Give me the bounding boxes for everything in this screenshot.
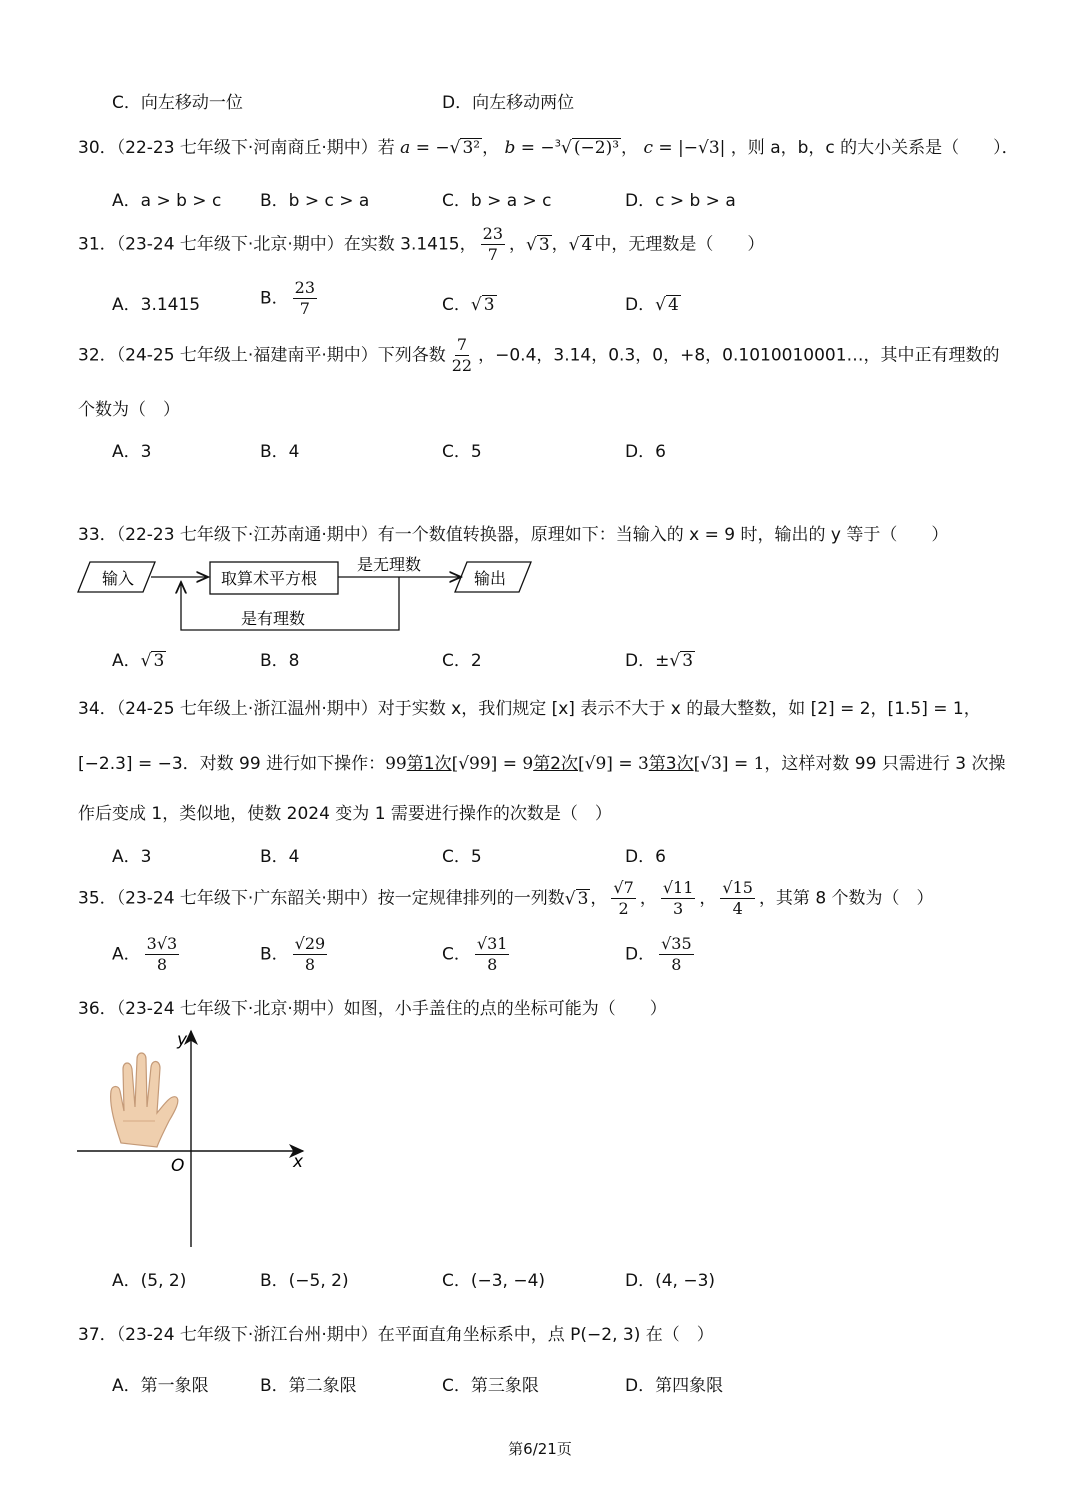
q30-b-lhs: b = −	[504, 138, 555, 158]
q30-c-abs: −√3	[683, 138, 720, 158]
q37-option-d: D．第四象限	[625, 1376, 724, 1396]
q30-a-radicand: 3²	[462, 138, 481, 158]
q32-fraction: $\frac{7}{22}$	[451, 335, 473, 375]
q34-option-b: B．4	[260, 847, 300, 867]
q30-option-b: B．b > c > a	[260, 191, 370, 211]
q36-coordinate-figure	[75, 1025, 315, 1250]
q36-option-b: B．(−5, 2)	[260, 1271, 349, 1291]
q35-option-a: A． $\frac{3√3}{8}$	[112, 934, 178, 974]
q36-option-c: C．(−3, −4)	[442, 1271, 546, 1291]
q36-option-d: D．(4, −3)	[625, 1271, 716, 1291]
q30-stem: 30．（22-23 七年级下·河南商丘·期中）若 a = − √ 3² ， b = −$^3$ √ (−2)³ ， c = |−√3| ，则 a，b，c 的大小关系是（ ）．	[78, 138, 1019, 158]
q34-option-c: C．5	[442, 847, 482, 867]
q32-line2: 个数为（ ）	[78, 400, 180, 420]
x-axis-label: x	[293, 1152, 304, 1172]
q31-sqrt3: √ 3	[526, 234, 550, 255]
q29-option-d: D．向左移动两位	[442, 93, 575, 113]
irrational-label: 是无理数	[357, 555, 422, 574]
q30-option-a: A．a > b > c	[112, 191, 222, 211]
q34-line3: 作后变成 1，类似地，使数 2024 变为 1 需要进行操作的次数是（ ）	[78, 804, 612, 824]
q34-step2: 第2次	[533, 754, 579, 774]
q37-option-c: C．第三象限	[442, 1376, 539, 1396]
q35-stem: 35．（23-24 七年级下·广东韶关·期中）按一定规律排列的一列数 √ 3 ， $\frac{√7}{2}$ ， $\frac{√11}{3}$ ， $\frac{√15}{4}$ ，其第 8 个数为（ ）	[78, 878, 934, 918]
q35-option-b: B． $\frac{√29}{8}$	[260, 934, 326, 974]
hand-image	[111, 1053, 178, 1147]
q34-line2: [−2.3] = −3．对数 99 进行如下操作：99第1次[√99] = 9第2次[√9] = 3第3次[√3] = 1，这样对数 99 只需进行 3 次操	[78, 754, 1006, 774]
process-label: 取算术平方根	[221, 569, 318, 588]
q36-stem: 36．（23-24 七年级下·北京·期中）如图，小手盖住的点的坐标可能为（ ）	[78, 999, 667, 1019]
q33-option-a: A． √ 3	[112, 651, 165, 671]
q33-option-d: D．± √ 3	[625, 651, 694, 671]
q31-option-c: C． √ 3	[442, 295, 495, 315]
q33-option-b: B．8	[260, 651, 300, 671]
q32-stem	[78, 335, 1000, 376]
q30-suffix: ，则 a，b，c 的大小关系是（ ）．	[730, 138, 1019, 158]
q33-stem: 33．（22-23 七年级下·江苏南通·期中）有一个数值转换器，原理如下：当输入的 x = 9 时，输出的 y 等于（ ）	[78, 525, 949, 545]
q31-sqrt4: √ 4	[568, 234, 593, 255]
q34-line2a: [−2.3] = −3．对数 99 进行如下操作：	[78, 754, 386, 774]
q33-option-c: C．2	[442, 651, 482, 671]
q34-line2b: ，这样对数 99 只需进行 3 次操	[764, 754, 1006, 774]
q34-step1: 第1次	[406, 754, 452, 774]
q35-option-c: C． $\frac{√31}{8}$	[442, 934, 508, 974]
q37-stem: 37．（23-24 七年级下·浙江台州·期中）在平面直角坐标系中，点 P(−2, 3) 在（ ）	[78, 1325, 714, 1345]
q31-fraction: $\frac{23}{7}$	[482, 224, 503, 264]
q31-stem: 31．（23-24 七年级下·北京·期中）在实数 3.1415， $\frac{23}{7}$ ， √ 3 ， √ 4 中，无理数是（ ）	[78, 224, 765, 264]
q30-prefix: 30．（22-23 七年级下·河南商丘·期中）若	[78, 138, 395, 158]
q34-option-d: D．6	[625, 847, 666, 867]
q30-c-lhs: c =	[643, 138, 679, 158]
q30-option-c: C．b > a > c	[442, 191, 552, 211]
q33-flow-diagram	[75, 548, 545, 634]
origin-label: O	[171, 1156, 185, 1176]
q32-option-c: C．5	[442, 442, 482, 462]
q31-suffix: 中，无理数是（ ）	[594, 234, 765, 255]
q35-suffix: ，其第 8 个数为（ ）	[758, 888, 934, 909]
q32-prefix: 32．（24-25 七年级上·福建南平·期中）下列各数	[78, 345, 446, 366]
q32-option-a: A．3	[112, 442, 152, 462]
q34-option-a: A．3	[112, 847, 152, 867]
q31-option-a: A．3.1415	[112, 295, 201, 315]
page-number: 第6/21页	[508, 1440, 572, 1458]
q32-list: ，−0.4，3.14，0.3，0，+8，0.1010010001…，其中正有理数的	[478, 345, 1000, 366]
q32-option-d: D．6	[625, 442, 666, 462]
q34-line1: 34．（24-25 七年级上·浙江温州·期中）对于实数 x，我们规定 [x] 表示不大于 x 的最大整数，如 [2] = 2，[1.5] = 1，	[78, 699, 981, 719]
q29-option-c: C．向左移动一位	[112, 93, 243, 113]
q35-option-d: D． $\frac{√35}{8}$	[625, 934, 692, 974]
y-axis-label: y	[177, 1030, 188, 1050]
q30-a-lhs: a = −	[400, 138, 450, 158]
q37-option-b: B．第二象限	[260, 1376, 357, 1396]
q31-option-b: B． $\frac{23}{7}$	[260, 278, 316, 318]
q30-b-sqrt: √ (−2)³	[561, 138, 620, 158]
q35-prefix: 35．（23-24 七年级下·广东韶关·期中）按一定规律排列的一列数	[78, 888, 565, 909]
input-label: 输入	[102, 569, 135, 588]
output-label: 输出	[474, 569, 507, 588]
q37-option-a: A．第一象限	[112, 1376, 209, 1396]
q36-option-a: A．(5, 2)	[112, 1271, 187, 1291]
q30-option-d: D．c > b > a	[625, 191, 736, 211]
q34-step3: 第3次	[648, 754, 694, 774]
q30-a-sqrt: √ 3²	[449, 138, 481, 158]
q30-b-root-index: 3	[554, 138, 562, 150]
q30-b-radicand: (−2)³	[573, 138, 620, 158]
rational-label: 是有理数	[241, 609, 306, 628]
q32-option-b: B．4	[260, 442, 300, 462]
q31-option-d: D． √ 4	[625, 295, 679, 315]
q31-prefix: 31．（23-24 七年级下·北京·期中）在实数 3.1415，	[78, 234, 477, 255]
